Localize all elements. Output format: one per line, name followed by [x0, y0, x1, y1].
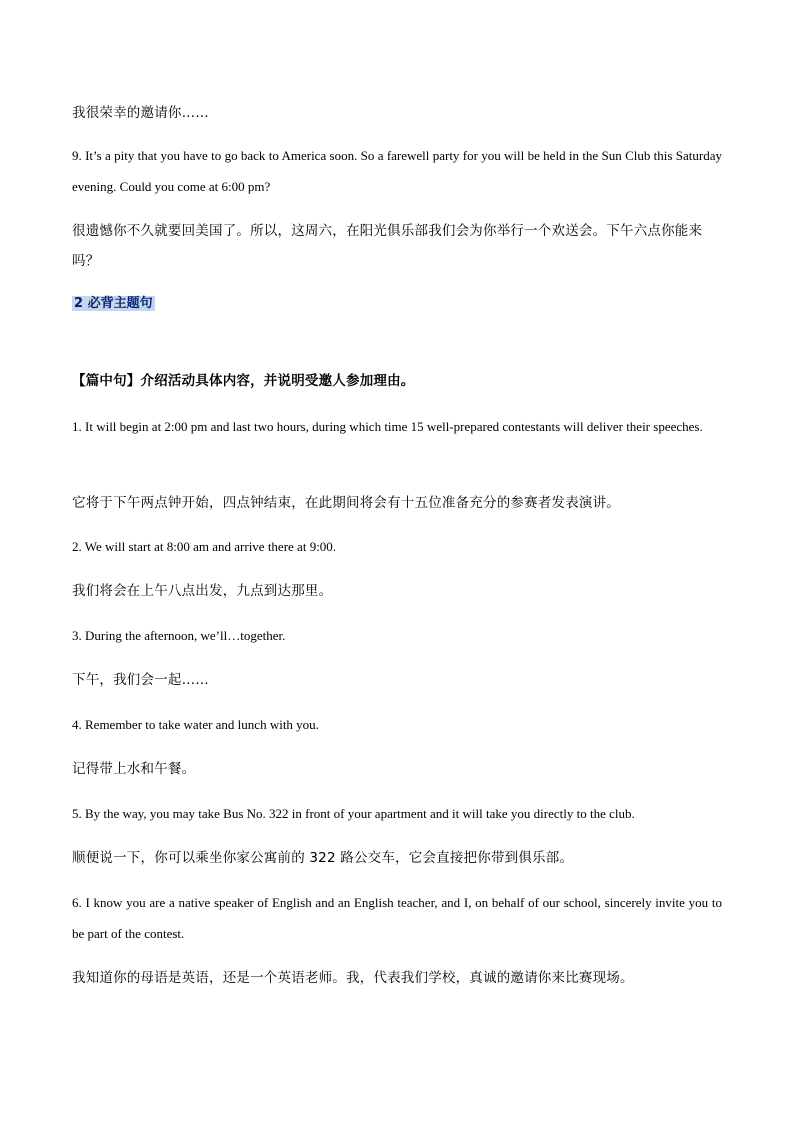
sentence-5-cn: 顺便说一下，你可以乘坐你家公寓前的 322 路公交车，它会直接把你带到俱乐部。	[72, 850, 574, 866]
section-heading-wrap	[72, 294, 155, 313]
sentence-1-en: 1. It will begin at 2:00 pm and last two hours, during which time 15 well-prepared contestants will deliver their speeches.	[72, 419, 703, 434]
sentence-4-en: 4. Remember to take water and lunch with you.	[72, 717, 319, 732]
section-heading: 2 必背主题句	[74, 296, 153, 311]
section-intro: 【篇中句】介绍活动具体内容，并说明受邀人参加理由。	[72, 373, 415, 389]
sentence-1-cn: 它将于下午两点钟开始，四点钟结束，在此期间将会有十五位准备充分的参赛者发表演讲。	[72, 495, 620, 511]
sentence-5-en: 5. By the way, you may take Bus No. 322 in front of your apartment and it will take you directly to the club.	[72, 806, 635, 821]
sentence-3-cn: 下午，我们会一起……	[72, 672, 209, 688]
sentence-2-cn: 我们将会在上午八点出发，九点到达那里。	[72, 583, 333, 599]
paragraph-invite-honor: 我很荣幸的邀请你……	[72, 105, 209, 121]
sentence-3-en: 3. During the afternoon, we’ll…together.	[72, 628, 286, 643]
sentence-6-en: 6. I know you are a native speaker of English and an English teacher, and I, on behalf of our school, sincerely invite you to be part of the contest.	[72, 895, 722, 941]
paragraph-farewell-cn: 很遗憾你不久就要回美国了。所以，这周六，在阳光俱乐部我们会为你举行一个欢送会。下午六点你能来吗？	[72, 223, 703, 269]
sentence-6-cn: 我知道你的母语是英语，还是一个英语老师。我，代表我们学校，真诚的邀请你来比赛现场。	[72, 970, 634, 986]
sentence-4-cn: 记得带上水和午餐。	[72, 761, 196, 777]
paragraph-farewell-en: 9. It’s a pity that you have to go back to America soon. So a farewell party for you will be held in the Sun Club this Saturday evening. Could you come at 6:00 pm?	[72, 148, 722, 194]
sentence-2-en: 2. We will start at 8:00 am and arrive there at 9:00.	[72, 539, 337, 554]
